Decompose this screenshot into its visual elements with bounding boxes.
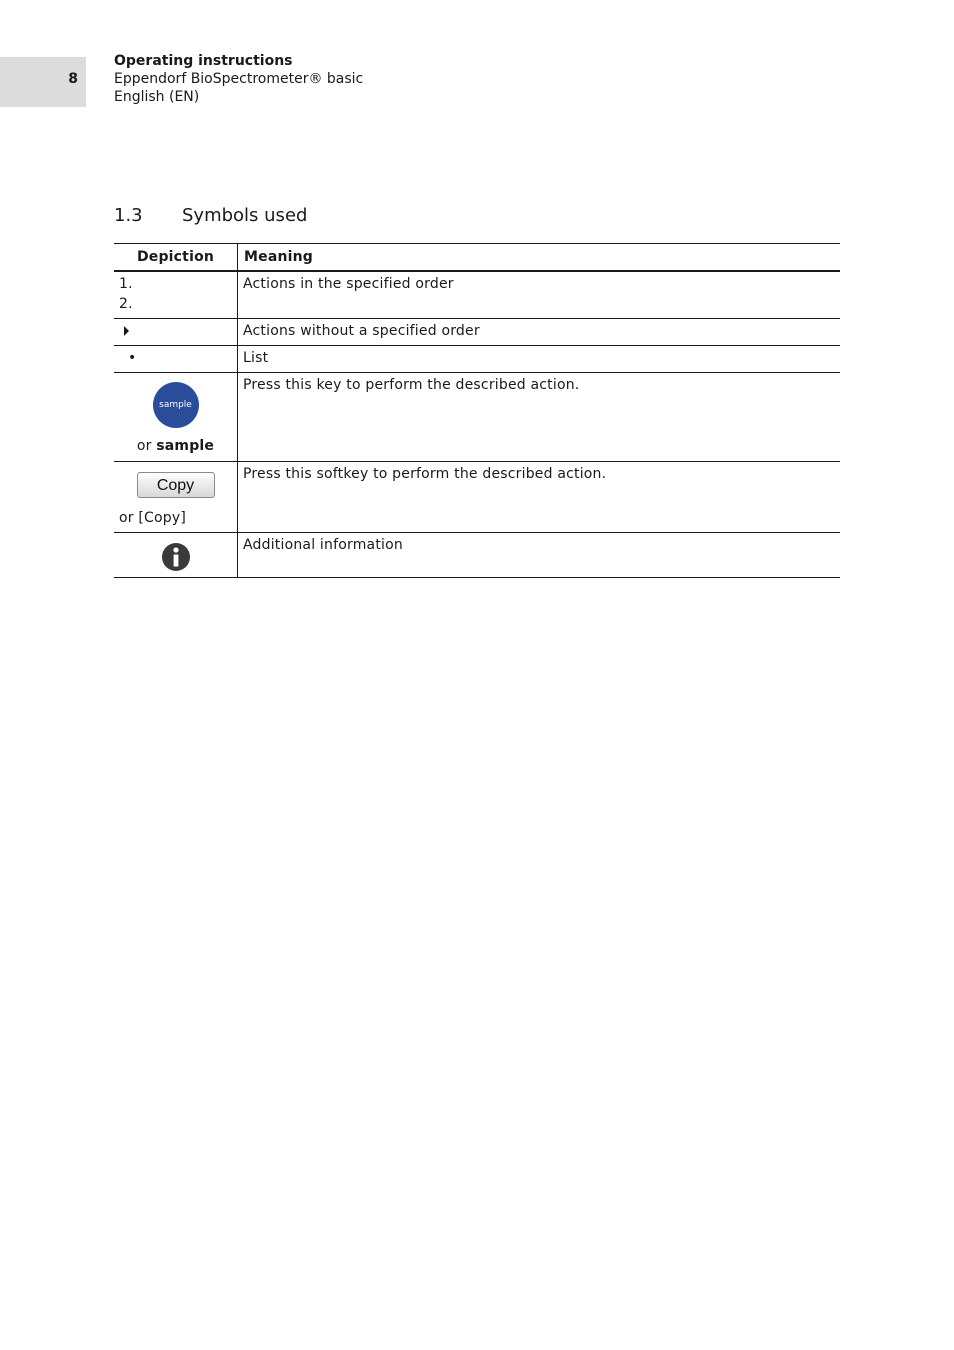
symbols-table: [114, 243, 840, 578]
table-row: [114, 346, 840, 373]
table-row: [114, 319, 840, 346]
table-row: [114, 533, 840, 578]
sample-key-icon: sample: [153, 382, 199, 428]
copy-softkey-icon: Copy: [137, 472, 215, 498]
meaning-cell: Press this key to perform the described action.: [238, 373, 841, 462]
table-header-row: [114, 244, 840, 272]
ordered-step-1: 1.: [119, 276, 133, 292]
meaning-cell: Additional information: [238, 533, 841, 578]
table-row: [114, 373, 840, 462]
bullet-icon: •: [128, 350, 137, 366]
column-header-depiction: Depiction: [114, 244, 238, 272]
depiction-key: [114, 373, 238, 462]
section-number: 1.3: [114, 204, 143, 226]
key-caption: [119, 436, 232, 456]
meaning-cell: List: [238, 346, 841, 373]
section-title: Symbols used: [182, 204, 308, 226]
softkey-caption: or [Copy]: [119, 510, 187, 526]
column-header-meaning: Meaning: [238, 244, 841, 272]
info-icon: [161, 542, 191, 572]
depiction-unordered-action: [114, 319, 238, 346]
table-row: [114, 462, 840, 533]
ordered-step-2: 2.: [119, 296, 133, 312]
page-number: 8: [68, 71, 78, 87]
meaning-cell: Actions without a specified order: [238, 319, 841, 346]
key-caption-prefix: or: [136, 438, 157, 454]
table-row: [114, 271, 840, 319]
meaning-cell: Actions in the specified order: [238, 271, 841, 319]
document-language: English (EN): [114, 89, 200, 105]
product-name: Eppendorf BioSpectrometer® basic: [114, 71, 364, 87]
triangle-right-icon: [124, 326, 129, 336]
depiction-list: [114, 346, 238, 373]
depiction-softkey: [114, 462, 238, 533]
key-caption-name: sample: [156, 438, 215, 454]
section-heading: [114, 205, 307, 226]
depiction-info: [114, 533, 238, 578]
meaning-cell: Press this softkey to perform the described action.: [238, 462, 841, 533]
document-type: Operating instructions: [114, 53, 293, 69]
document-header: [114, 52, 363, 106]
depiction-ordered-list: [114, 271, 238, 319]
